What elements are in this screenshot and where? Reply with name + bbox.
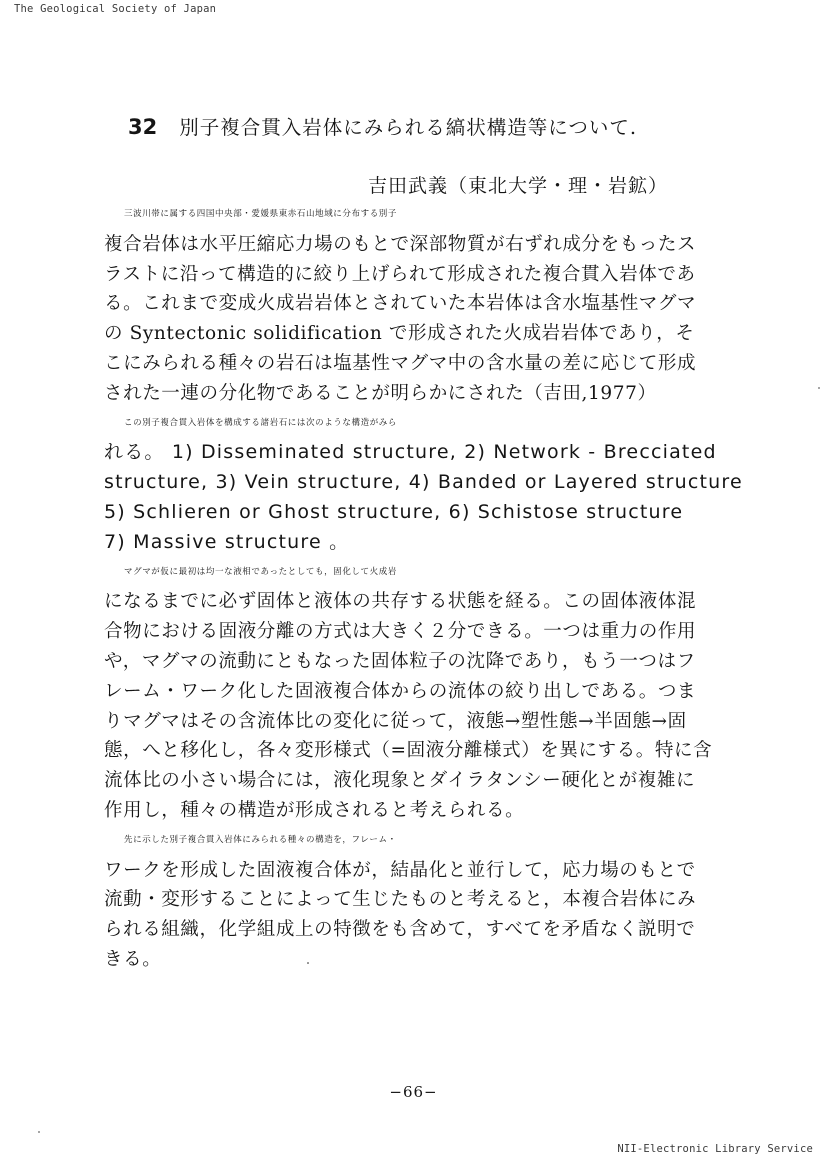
body-line: 7) Massive structure 。 — [104, 530, 350, 553]
body-line: 流体比の小さい場合には，液化現象とダイラタンシー硬化とが複雑に — [104, 770, 696, 792]
body-line: になるまでに必ず固体と液体の共存する状態を経る。この固体液体混 — [104, 591, 697, 613]
scan-speck — [818, 387, 820, 389]
body-line: この別子複合貫入岩体を構成する諸岩石には次のような構造がみら — [124, 417, 398, 428]
footer-source-label: NII-Electronic Library Service — [617, 1143, 813, 1155]
body-line: 作用し，種々の構造が形成されると考えられる。 — [104, 799, 525, 821]
body-line: こにみられる種々の岩石は塩基性マグマ中の含水量の差に応じて形成 — [104, 352, 697, 374]
body-line: 5) Schlieren or Ghost structure, 6) Schistose structure — [104, 500, 684, 523]
scan-speck — [307, 962, 309, 964]
body-line: された一連の分化物であることが明らかにされた（吉田,1977） — [104, 382, 657, 404]
body-line: レーム・ワーク化した固液複合体からの流体の絞り出しである。つま — [104, 680, 697, 702]
article-title-text: 別子複合貫入岩体にみられる縞状構造等について. — [179, 116, 638, 139]
article-number: 32 — [128, 115, 158, 139]
body-line: 合物における固液分離の方式は大きく２分できる。一つは重力の作用 — [104, 621, 697, 643]
body-line: 複合岩体は水平圧縮応力場のもとで深部物質が右ずれ成分をもったス — [104, 233, 697, 255]
article-title — [128, 112, 637, 140]
body-line: れる。 1) Disseminated structure, 2) Network - Brecciated — [104, 441, 717, 464]
body-line: ワークを形成した固液複合体が，結晶化と並行して，応力場のもとで — [104, 859, 696, 881]
scan-speck — [38, 1131, 40, 1133]
author-affiliation: 吉田武義（東北大学・理・岩鉱） — [368, 175, 669, 197]
page-number: −66− — [389, 1083, 438, 1101]
body-line: の Syntectonic solidification で形成された火成岩岩体であり，そ — [104, 323, 695, 345]
body-line: りマグマはその含流体比の変化に従って，液態→塑性態→半固態→固 — [104, 710, 687, 732]
body-line: られる組織，化学組成上の特徴をも含めて，すべてを矛盾なく説明で — [104, 919, 696, 941]
body-line: 態，へと移化し，各々変形様式（=固液分離様式）を異にする。特に含 — [104, 740, 713, 762]
body-line: る。これまで変成火成岩岩体とされていた本岩体は含水塩基性マグマ — [104, 293, 697, 315]
body-line: 流動・変形することによって生じたものと考えると，本複合岩体にみ — [104, 889, 697, 911]
body-line: 三波川帯に属する四国中央部・愛媛県東赤石山地域に分布する別子 — [124, 209, 398, 219]
body-line: マグマが仮に最初は均一な液相であったとしても，固化して火成岩 — [124, 566, 397, 577]
body-line: や，マグマの流動にともなった固体粒子の沈降であり，もう一つはフ — [104, 650, 696, 672]
body-line: structure, 3) Vein structure, 4) Banded or Layered structure — [104, 471, 743, 494]
body-line: きる。 — [104, 948, 162, 970]
body-line: 先に示した別子複合貫入岩体にみられる種々の構造を，フレーム・ — [124, 834, 397, 845]
body-text — [104, 200, 744, 975]
body-line: ラストに沿って構造的に絞り上げられて形成された複合貫入岩体であ — [104, 263, 696, 285]
header-source-label: The Geological Society of Japan — [14, 3, 217, 15]
